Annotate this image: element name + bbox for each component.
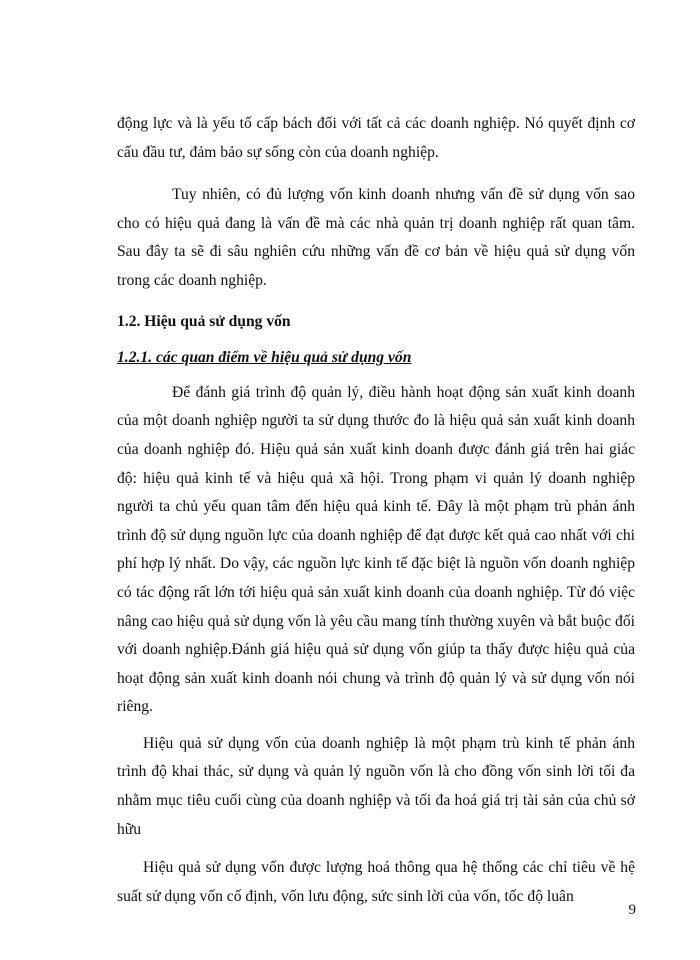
paragraph-3: Để đánh giá trình độ quản lý, điều hành hoạt động sản xuất kinh doanh của một doanh nghiệp người ta sử dụng thước đo là hiệu quả sản xuất kinh doanh của doanh nghiệp đó. Hiệu quả sản xuất kinh doanh được đánh giá trên hai giác độ: hiệu quả kinh tế và hiệu quả xã hội. Trong phạm vi quản lý doanh nghiệp người ta chủ yếu quan tâm đến hiệu quả kinh tế. Đây là một phạm trù phản ánh trình độ sử dụng nguồn lực của doanh nghiệp để đạt được kết quả cao nhất với chi phí hợp lý nhất. Do vậy, các nguồn lực kinh tế đặc biệt là nguồn vốn doanh nghiệp có tác động rất lớn tới hiệu quả sản xuất kinh doanh của doanh nghiệp. Từ đó việc nâng cao hiệu quả sử dụng vốn là yêu cầu mang tính thường xuyên và bắt buộc đối với doanh nghiệp.Đánh giá hiệu quả sử dụng vốn giúp ta thấy được hiệu quả của hoạt động sản xuất kinh doanh nói chung và trình độ quản lý và sử dụng vốn nói riêng. — [117, 383, 635, 716]
subsection-heading: 1.2.1. các quan điểm về hiệu quả sử dụng vốn — [117, 349, 412, 367]
paragraph-1: động lực và là yếu tố cấp bách đối với tất cả các doanh nghiệp. Nó quyết định cơ cấu đầu tư, đảm bảo sự sống còn của doanh nghiệp. — [117, 115, 635, 161]
document-body — [117, 110, 635, 911]
paragraph-5: Hiệu quả sử dụng vốn được lượng hoá thông qua hệ thống các chỉ tiêu về hệ suất sử dụng vốn cố định, vốn lưu động, sức sinh lời của vốn, tốc độ luân — [117, 859, 635, 905]
section-heading: 1.2. Hiệu quả sử dụng vốn — [117, 312, 291, 330]
page-number: 9 — [628, 902, 636, 918]
paragraph-4: Hiệu quả sử dụng vốn của doanh nghiệp là một phạm trù kinh tế phản ánh trình độ khai thác, sử dụng và quản lý nguồn vốn là cho đồng vốn sinh lời tối đa nhằm mục tiêu cuối cùng của doanh nghiệp và tối đa hoá giá trị tài sản của chủ sở hữu — [117, 734, 635, 838]
paragraph-2: Tuy nhiên, có đủ lượng vốn kinh doanh nhưng vấn đề sử dụng vốn sao cho có hiệu quả đang là vấn đề mà các nhà quản trị doanh nghiệp rất quan tâm. Sau đây ta sẽ đi sâu nghiên cứu những vấn đề cơ bản về hiệu quả sử dụng vốn trong các doanh nghiệp. — [117, 186, 635, 289]
